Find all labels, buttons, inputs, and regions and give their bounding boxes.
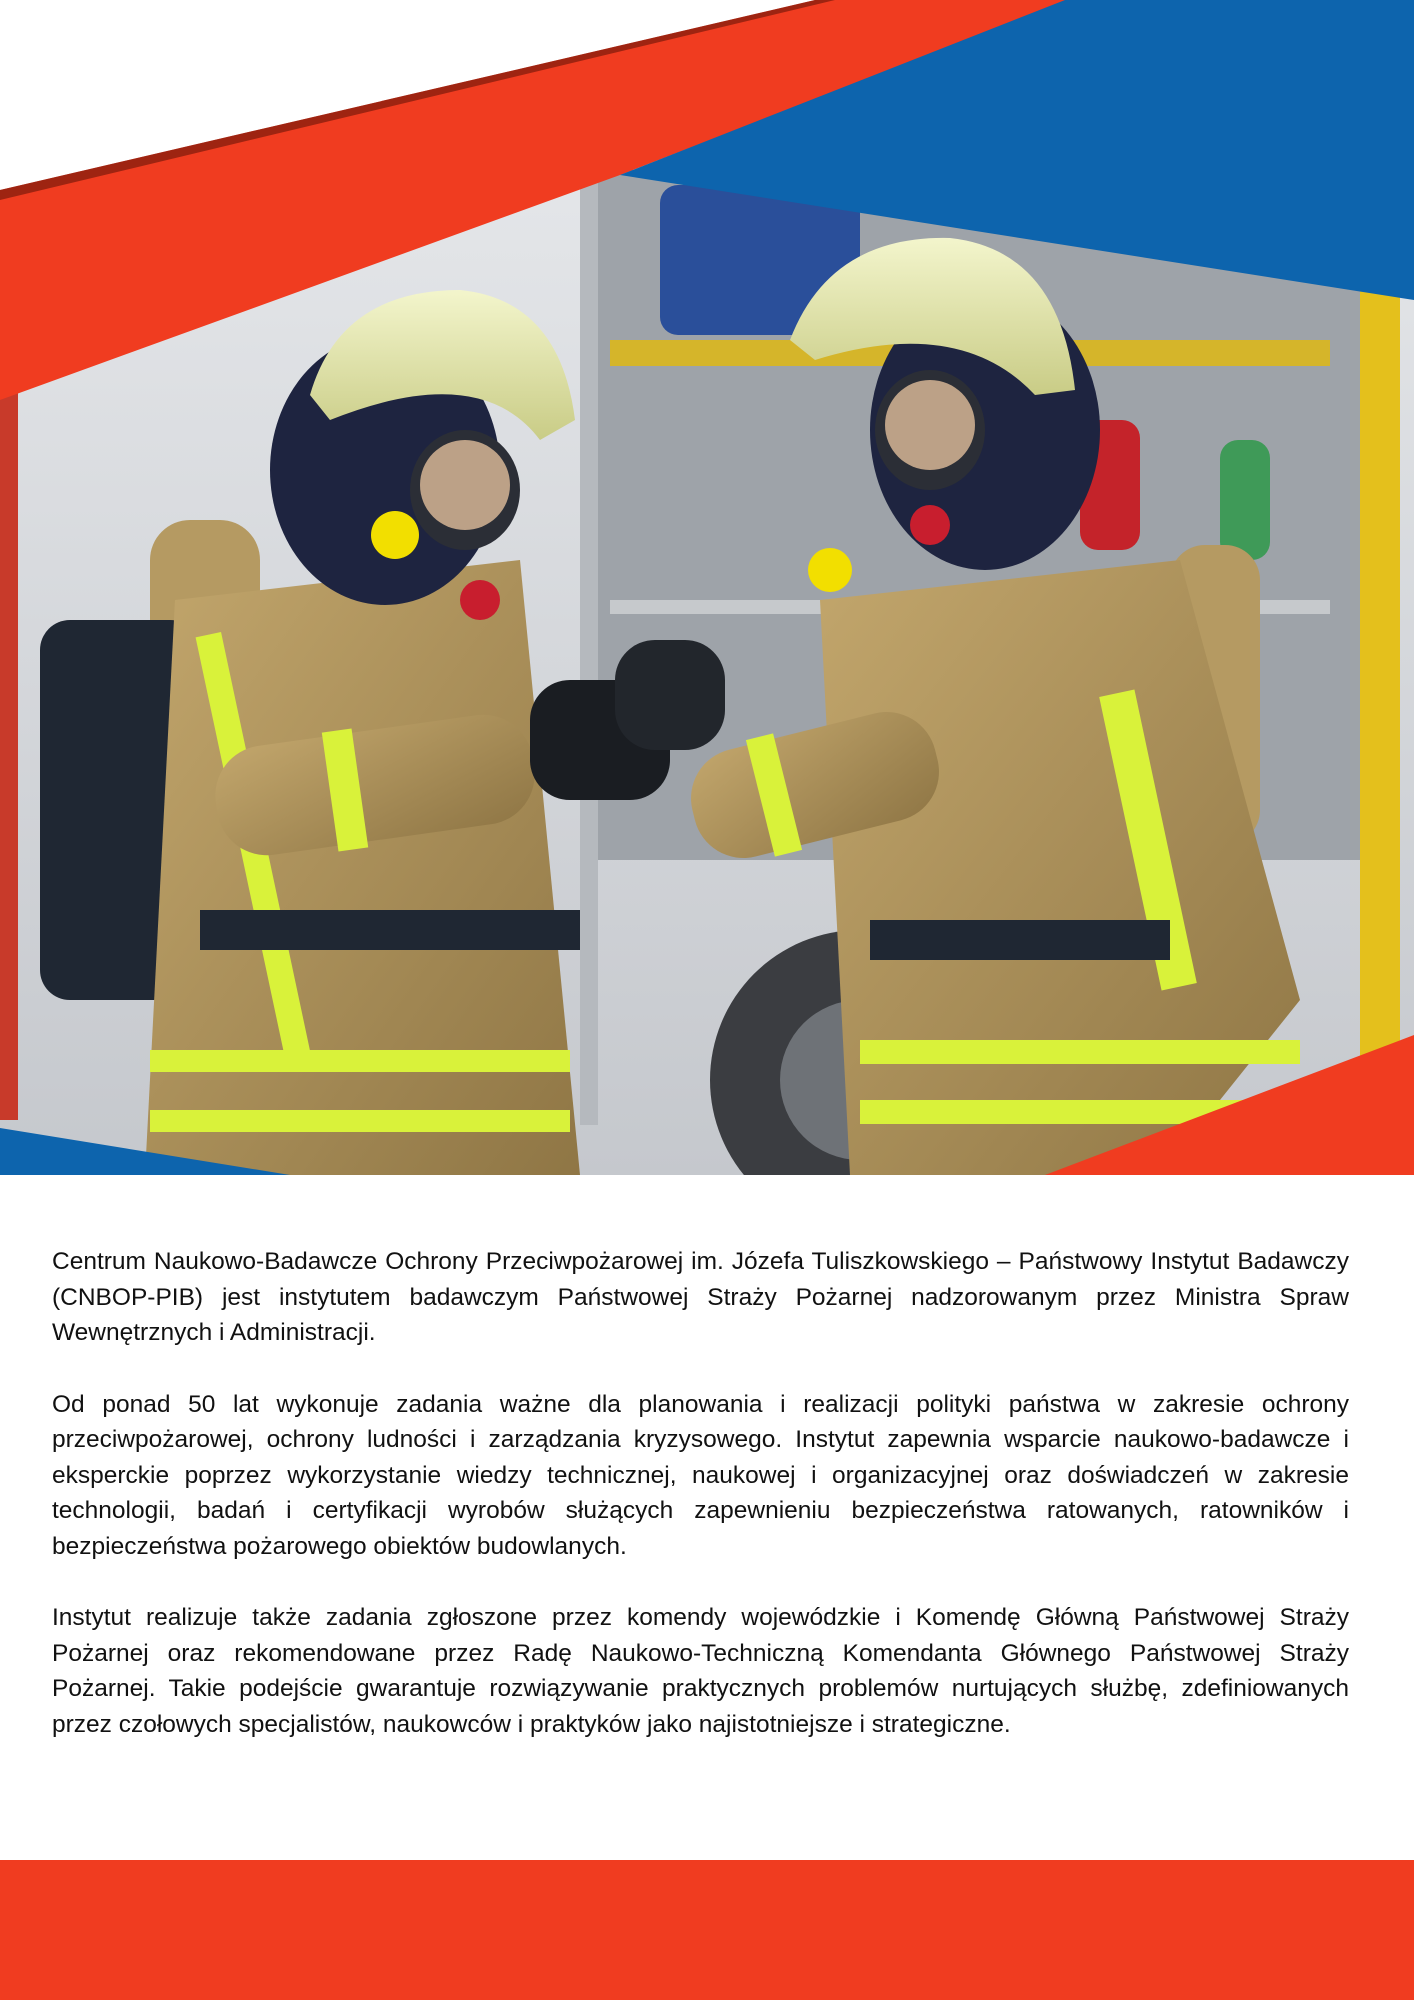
footer-band xyxy=(0,1860,1414,2000)
paragraph-history: Od ponad 50 lat wykonuje zadania ważne dla planowania i realizacji polityki państwa w zakresie ochrony przeciwpożarowej, ochrony ludności i zarządzania kryzysowego. Instytut zapewnia wsparcie naukowo-badawcze i eksperckie poprzez wykorzystanie wiedzy technicznej, naukowej i organizacyjnej oraz doświadczeń w zakresie technologii, badań i certyfikacji wyrobów służących zapewnieniu bezpieczeństwa ratowanych, ratowników i bezpieczeństwa pożarowego obiektów budowlanych. xyxy=(52,1390,1349,1560)
body-text xyxy=(52,1244,1349,1778)
paragraph-tasks: Instytut realizuje także zadania zgłoszone przez komendy wojewódzkie i Komendę Główną Państwowej Straży Pożarnej oraz rekomendowane przez Radę Naukowo-Techniczną Komendanta Głównego Państwowej Straży Pożarnej. Takie podejście gwarantuje rozwiązywanie praktycznych problemów nurtujących służbę, zdefiniowanych przez czołowych specjalistów, naukowców i praktyków jako najistotniejsze i strategiczne. xyxy=(52,1604,1349,1738)
paragraph-intro: Centrum Naukowo-Badawcze Ochrony Przeciwpożarowej im. Józefa Tuliszkowskiego – Państwowy Instytut Badawczy (CNBOP-PIB) jest instytutem badawczym Państwowej Straży Pożarnej nadzorowanym przez Ministra Spraw Wewnętrznych i Administracji. xyxy=(52,1248,1349,1346)
